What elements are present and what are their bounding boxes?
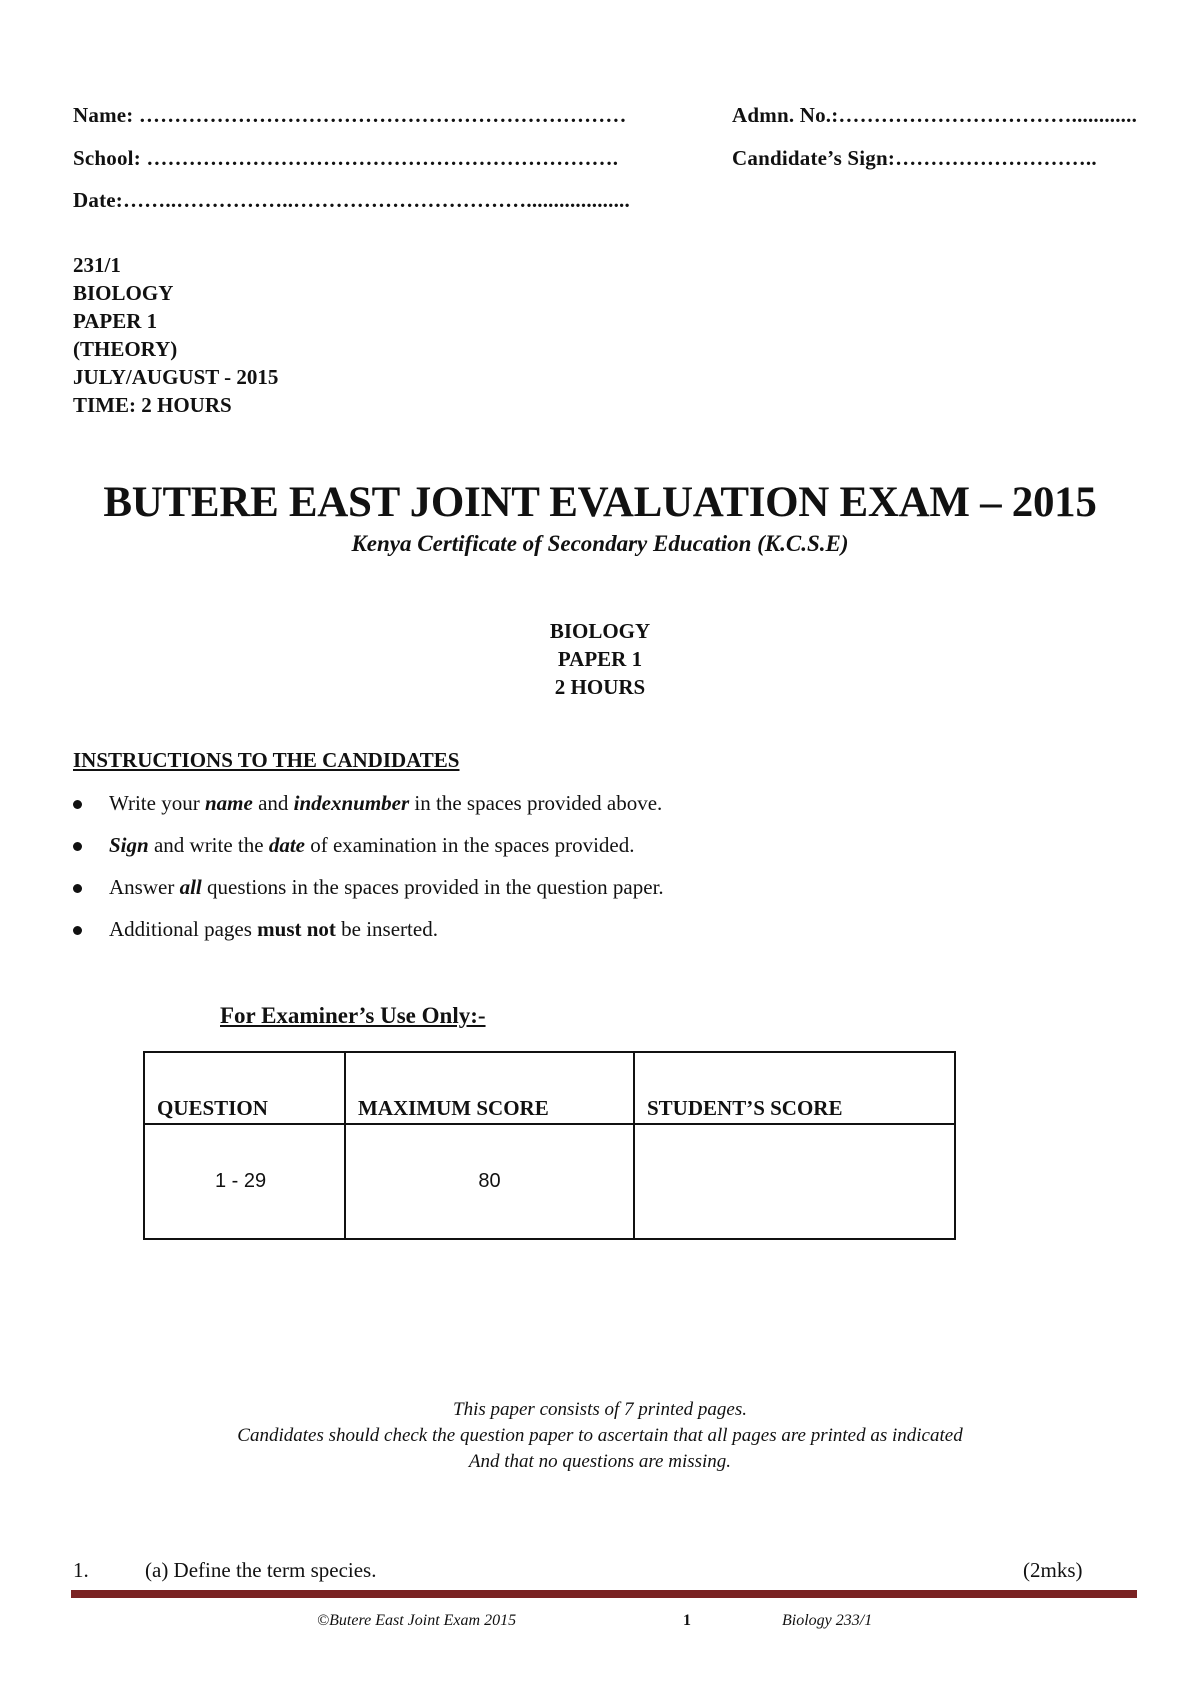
- center-info: [0, 617, 1200, 701]
- center-subject: BIOLOGY: [549, 619, 651, 643]
- name-field[interactable]: Name: ……………………………………………………………: [73, 103, 627, 127]
- admn-no-field[interactable]: Admn. No.:……………………………............: [732, 103, 1138, 127]
- candidate-sign-field[interactable]: Candidate’s Sign:………………………..: [732, 146, 1097, 170]
- column-question: QUESTION: [144, 1052, 345, 1124]
- cell-question-range: 1 - 29: [144, 1124, 345, 1239]
- paper-session: JULY/AUGUST - 2015: [73, 365, 279, 389]
- date-field[interactable]: Date:……..……………..……………………………...................: [73, 188, 630, 212]
- instructions-list: [73, 788, 664, 956]
- footer-paper-code: Biology 233/1: [782, 1612, 873, 1629]
- note-line: And that no questions are missing.: [468, 1451, 732, 1472]
- cell-student-score[interactable]: [634, 1124, 955, 1239]
- table-row: [144, 1124, 955, 1239]
- bullet-icon: [73, 884, 82, 893]
- bullet-icon: [73, 842, 82, 851]
- column-max-score: MAXIMUM SCORE: [345, 1052, 634, 1124]
- instruction-item: Write your name and indexnumber in the spaces provided above.: [73, 788, 664, 830]
- instructions-heading: INSTRUCTIONS TO THE CANDIDATES: [73, 748, 460, 772]
- question-text: (a) Define the term species.: [145, 1558, 377, 1582]
- bullet-icon: [73, 926, 82, 935]
- bullet-icon: [73, 800, 82, 809]
- instruction-item: Answer all questions in the spaces provided in the question paper.: [73, 872, 664, 914]
- paper-time: TIME: 2 HOURS: [73, 393, 232, 417]
- footer-copyright: ©Butere East Joint Exam 2015: [317, 1612, 517, 1629]
- question-number: 1.: [73, 1558, 89, 1582]
- examiner-heading: For Examiner’s Use Only:-: [220, 1003, 486, 1028]
- footer-page-number: 1: [683, 1612, 691, 1629]
- paper-meta: [73, 251, 278, 419]
- note-line: Candidates should check the question paper to ascertain that all pages are printed as indicated: [237, 1425, 963, 1446]
- paper-type: (THEORY): [73, 337, 178, 361]
- paper-number: PAPER 1: [73, 309, 158, 333]
- exam-subtitle: Kenya Certificate of Secondary Education (K.C.S.E): [351, 531, 849, 556]
- footer-rule: [71, 1590, 1137, 1598]
- school-field[interactable]: School: ………………………………………………………….: [73, 146, 619, 170]
- instruction-item: Sign and write the date of examination in the spaces provided.: [73, 830, 664, 872]
- paper-subject: BIOLOGY: [73, 281, 174, 305]
- column-student-score: STUDENT’S SCORE: [634, 1052, 955, 1124]
- question-marks: (2mks): [1023, 1558, 1083, 1582]
- paper-code: 231/1: [73, 253, 121, 277]
- instruction-item: Additional pages must not be inserted.: [73, 914, 664, 956]
- center-duration: 2 HOURS: [554, 675, 646, 699]
- exam-title: BUTERE EAST JOINT EVALUATION EXAM – 2015: [103, 479, 1097, 526]
- examiner-score-table: [143, 1051, 956, 1240]
- paper-note: [0, 1397, 1200, 1475]
- center-paper: PAPER 1: [557, 647, 643, 671]
- note-line: This paper consists of 7 printed pages.: [453, 1399, 747, 1420]
- cell-max-score: 80: [345, 1124, 634, 1239]
